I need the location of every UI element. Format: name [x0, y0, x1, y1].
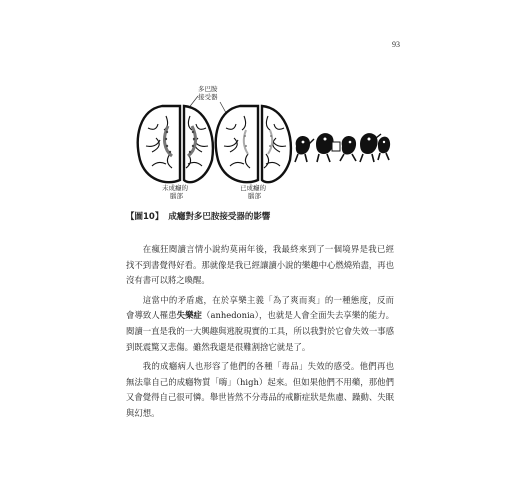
addicted-label-line2: 腦部 [248, 192, 261, 200]
callout-label-line2: 接受器 [198, 93, 218, 101]
brain-addicted [216, 106, 291, 182]
addicted-label-line1: 已成癮的 [240, 184, 266, 192]
non-addicted-label-line2: 腦部 [170, 192, 183, 200]
callout-label-line1: 多巴胺 [198, 85, 218, 93]
paragraph-part: （anhedonia），也就是人會全面失去享樂的能力。閱讀一直是我的一大興趣與逃脫現實的工具，所以我對於它會失效一事感到既震驚又悲傷。雖然我還是很難割捨它就是了。 [126, 310, 395, 352]
receptor-creatures-illustration [295, 133, 390, 162]
non-addicted-label-line1: 未成癮的 [162, 184, 188, 192]
anhedonia-term: 失樂症 [176, 310, 203, 321]
figure-caption-number: 【圖10】 [126, 212, 164, 222]
receptor-creature [316, 133, 340, 162]
receptor-creature [378, 137, 390, 160]
paragraph-part: 這當中的矛盾處，在於享樂主義「為了爽而爽」的一種態度，反而會導致人罹患 [126, 294, 394, 321]
body-text [126, 242, 394, 426]
paragraph: 我的成癮病人也形容了他們的各種「毒品」失效的感受。他們再也無法靠自己的成癮物質「嗨」（high）起來。但如果他們不用藥，那他們又會覺得自己很可憐。舉世皆然不分毒品的戒斷症狀是焦慮、躁動、失眠與幻想。 [126, 361, 394, 418]
paragraph: 在瘋狂閱讀言情小說約莫兩年後，我最終來到了一個境界是我已經找不到書覺得好看。那就像是我已經讓讀小說的樂趣中心燃燒殆盡，再也沒有書可以將之喚醒。 [126, 244, 394, 286]
figure-caption [126, 210, 270, 222]
paragraph [126, 293, 394, 355]
brain-non-addicted [138, 106, 213, 182]
dopamine-receptor-figure [126, 76, 394, 208]
receptor-creature [340, 136, 356, 161]
figure-caption-title: 成癮對多巴胺接受器的影響 [168, 212, 271, 222]
receptor-creature [295, 136, 314, 162]
page-number: 93 [392, 40, 400, 49]
